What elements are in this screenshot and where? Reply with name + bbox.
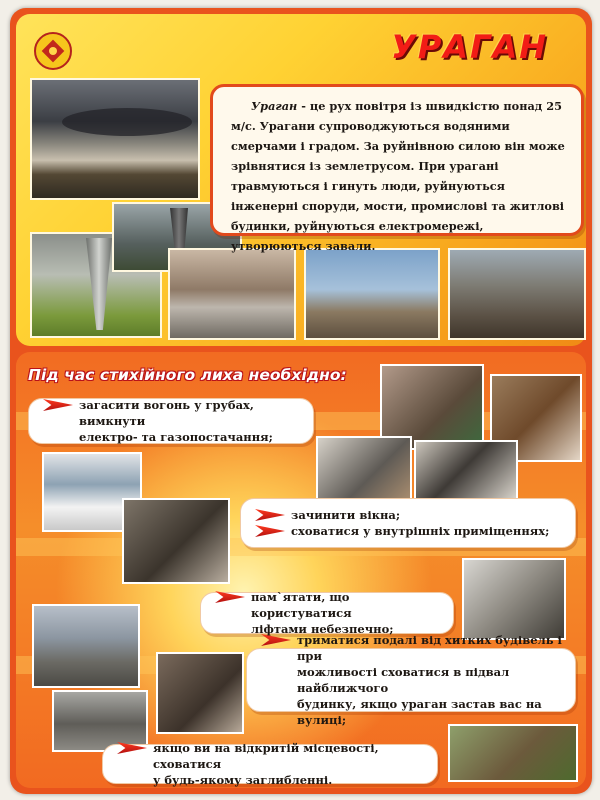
action-text: пам`ятати, що користуватися ліфтами небезпечно; — [251, 590, 394, 636]
arrow-bullet-icon — [43, 399, 73, 411]
action-text: загасити вогонь у грубах, вимкнути електро- та газопостачання; — [79, 398, 273, 444]
stairs-photo — [462, 558, 566, 640]
definition-body: - це рух повітря із швидкістю понад 25 м/с. Урагани супроводжуються водяними смерчами і градом. За руйнівною силою він може зрівнятися із землетрусом. При урагані травмуються і гинуть люди, руйнуються інженерні споруди, мости, промислові та житлові будинки, руйнуються електромережі, утворюються завали. — [231, 99, 565, 253]
action-item — [200, 592, 454, 634]
crushed-car-photo — [168, 248, 296, 340]
damaged-building-photo — [304, 248, 440, 340]
arrow-bullet-icon — [255, 525, 285, 537]
gas-valve-photo — [316, 436, 412, 500]
street-wind-photo — [32, 604, 140, 688]
action-item — [28, 398, 314, 444]
interior-room-photo — [122, 498, 230, 584]
action-text: зачинити вікна; — [291, 508, 401, 522]
actions-heading: Під час стихійного лиха необхідно: — [28, 366, 347, 384]
action-item — [246, 633, 576, 727]
ditch-photo — [448, 724, 578, 782]
definition-box — [210, 84, 584, 253]
action-item — [240, 498, 576, 548]
arrow-bullet-icon — [117, 742, 147, 754]
basement-photo — [156, 652, 244, 734]
arrow-bullet-icon — [261, 634, 291, 646]
arrow-bullet-icon — [255, 509, 285, 521]
actions-section — [16, 352, 586, 788]
arrow-bullet-icon — [215, 591, 245, 603]
top-section — [16, 14, 586, 346]
civil-defense-emblem-icon — [34, 32, 72, 70]
action-text: якщо ви на відкритій місцевості, сховатися у будь-якому заглибленні. — [153, 741, 379, 787]
action-item — [102, 741, 438, 787]
fallen-tree-photo — [448, 248, 586, 340]
definition-text — [231, 96, 571, 256]
poster — [10, 8, 592, 794]
storm-cloud-photo — [30, 78, 200, 200]
action-text: сховатися у внутрішніх приміщеннях; — [291, 524, 550, 538]
definition-term: Ураган — [251, 99, 298, 113]
page-title: УРАГАН — [391, 28, 548, 66]
action-text: триматися подалі від хитких будівель і при можливості сховатися в підвал найближчого будинку, якщо ураган застав вас на вулиці; — [297, 633, 562, 727]
